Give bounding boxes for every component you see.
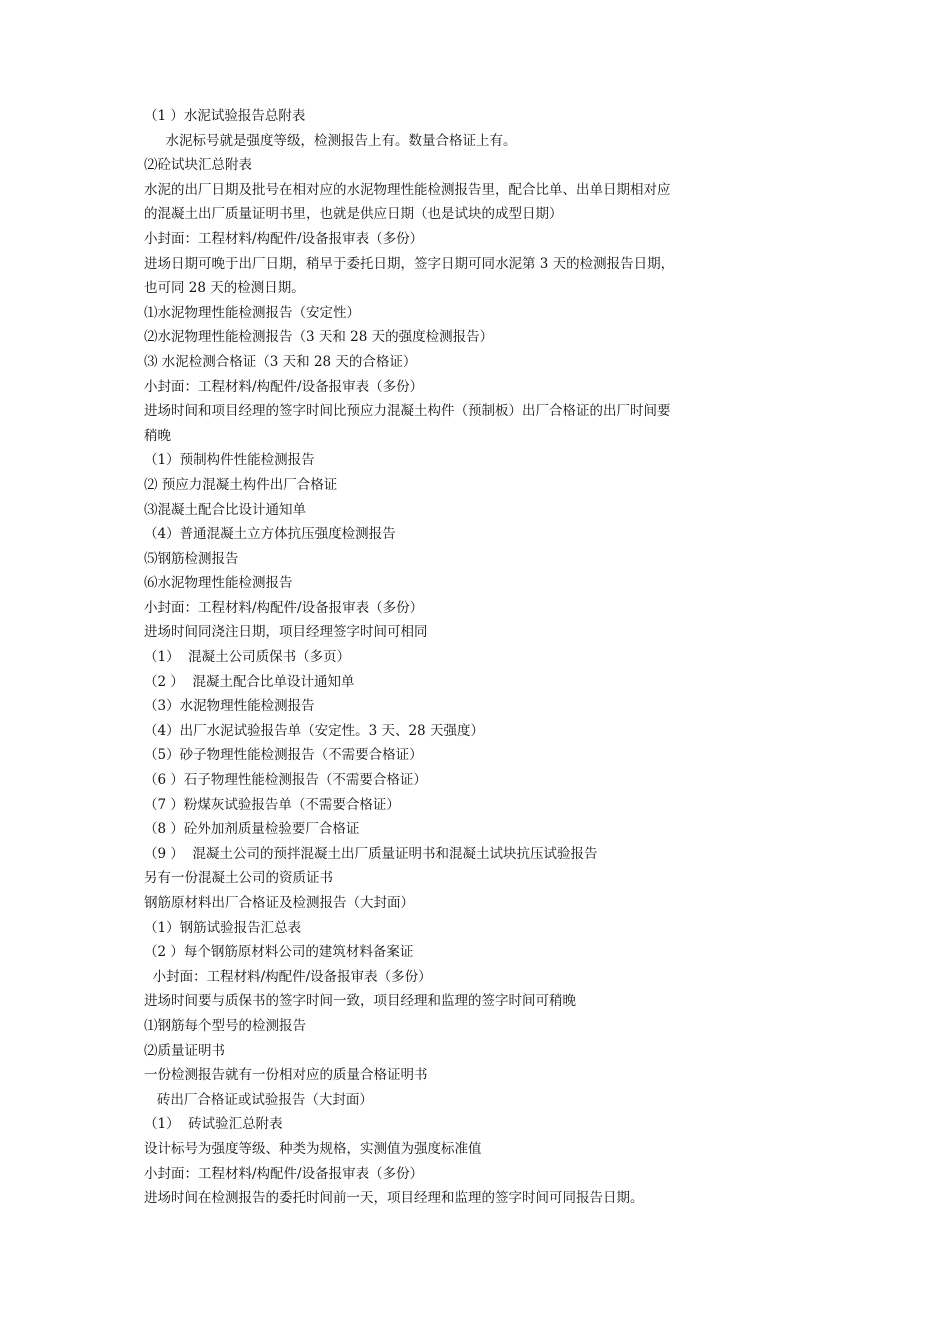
text-line: ⑹水泥物理性能检测报告 — [144, 575, 293, 592]
text-line: （4）普通混凝土立方体抗压强度检测报告 — [144, 526, 396, 543]
text-line: 设计标号为强度等级、种类为规格，实测值为强度标准值 — [144, 1140, 482, 1157]
text-line: ⑶ 水泥检测合格证（3 天和 28 天的合格证） — [144, 353, 417, 370]
text-line: 水泥标号就是强度等级，检测报告上有。数量合格证上有。 — [144, 132, 517, 149]
text-line: （3）水泥物理性能检测报告 — [144, 698, 315, 715]
text-line: （1 ）水泥试验报告总附表 — [144, 108, 306, 124]
text-line: 进场时间同浇注日期，项目经理签字时间可相同 — [144, 624, 428, 641]
text-line: （2 ） 混凝土配合比单设计通知单 — [144, 673, 355, 690]
text-line: 小封面：工程材料/构配件/设备报审表（多份） — [144, 1165, 424, 1182]
text-line: （6 ）石子物理性能检测报告（不需要合格证） — [144, 772, 427, 789]
text-line: ⑴水泥物理性能检测报告（安定性） — [144, 304, 360, 321]
text-line: （8 ）砼外加剂质量检验要厂合格证 — [144, 821, 360, 838]
text-line: ⑵水泥物理性能检测报告（3 天和 28 天的强度检测报告） — [144, 329, 494, 346]
text-line: 小封面：工程材料/构配件/设备报审表（多份） — [144, 230, 424, 247]
text-line: ⑵ 预应力混凝土构件出厂合格证 — [144, 476, 338, 493]
text-line: （1）预制构件性能检测报告 — [144, 452, 315, 469]
text-line: （9 ） 混凝土公司的预拌混凝土出厂质量证明书和混凝土试块抗压试验报告 — [144, 845, 598, 862]
text-line: （5）砂子物理性能检测报告（不需要合格证） — [144, 747, 423, 764]
text-line: ⑵质量证明书 — [144, 1042, 225, 1059]
text-line: ⑸钢筋检测报告 — [144, 550, 239, 567]
text-line: 水泥的出厂日期及批号在相对应的水泥物理性能检测报告里，配合比单、出单日期相对应 — [144, 181, 671, 198]
text-line: ⑵砼试块汇总附表 — [144, 157, 252, 174]
text-line: （7 ）粉煤灰试验报告单（不需要合格证） — [144, 796, 400, 813]
text-line: 进场时间在检测报告的委托时间前一天，项目经理和监理的签字时间可同报告日期。 — [144, 1190, 644, 1207]
text-line: （1） 砖试验汇总附表 — [144, 1116, 283, 1133]
text-line: 进场时间要与质保书的签字时间一致，项目经理和监理的签字时间可稍晚 — [144, 993, 576, 1010]
document-body — [144, 104, 804, 1211]
text-line: （1） 混凝土公司质保书（多页） — [144, 649, 351, 666]
text-line: 也可同 28 天的检测日期。 — [144, 280, 305, 297]
text-line: 小封面：工程材料/构配件/设备报审表（多份） — [144, 378, 424, 395]
text-line: 砖出厂合格证或试验报告（大封面） — [144, 1091, 373, 1108]
text-line: （1）钢筋试验报告汇总表 — [144, 919, 302, 936]
text-line: 另有一份混凝土公司的资质证书 — [144, 870, 333, 887]
text-line: （2 ）每个钢筋原材料公司的建筑材料备案证 — [144, 944, 414, 961]
text-line: （4）出厂水泥试验报告单（安定性。3 天、28 天强度） — [144, 722, 484, 739]
text-line: ⑴钢筋每个型号的检测报告 — [144, 1017, 306, 1034]
text-line: 小封面：工程材料/构配件/设备报审表（多份） — [144, 599, 424, 616]
text-line: 小封面：工程材料/构配件/设备报审表（多份） — [144, 968, 432, 985]
text-line: 稍晚 — [144, 427, 171, 444]
text-line: ⑶混凝土配合比设计通知单 — [144, 501, 306, 518]
text-line: 钢筋原材料出厂合格证及检测报告（大封面） — [144, 895, 414, 911]
text-line: 进场时间和项目经理的签字时间比预应力混凝土构件（预制板）出厂合格证的出厂时间要 — [144, 403, 671, 420]
text-line: 一份检测报告就有一份相对应的质量合格证明书 — [144, 1067, 428, 1084]
text-line: 的混凝土出厂质量证明书里，也就是供应日期（也是试块的成型日期） — [144, 206, 563, 223]
text-line: 进场日期可晚于出厂日期，稍早于委托日期，签字日期可同水泥第 3 天的检测报告日期， — [144, 255, 675, 272]
